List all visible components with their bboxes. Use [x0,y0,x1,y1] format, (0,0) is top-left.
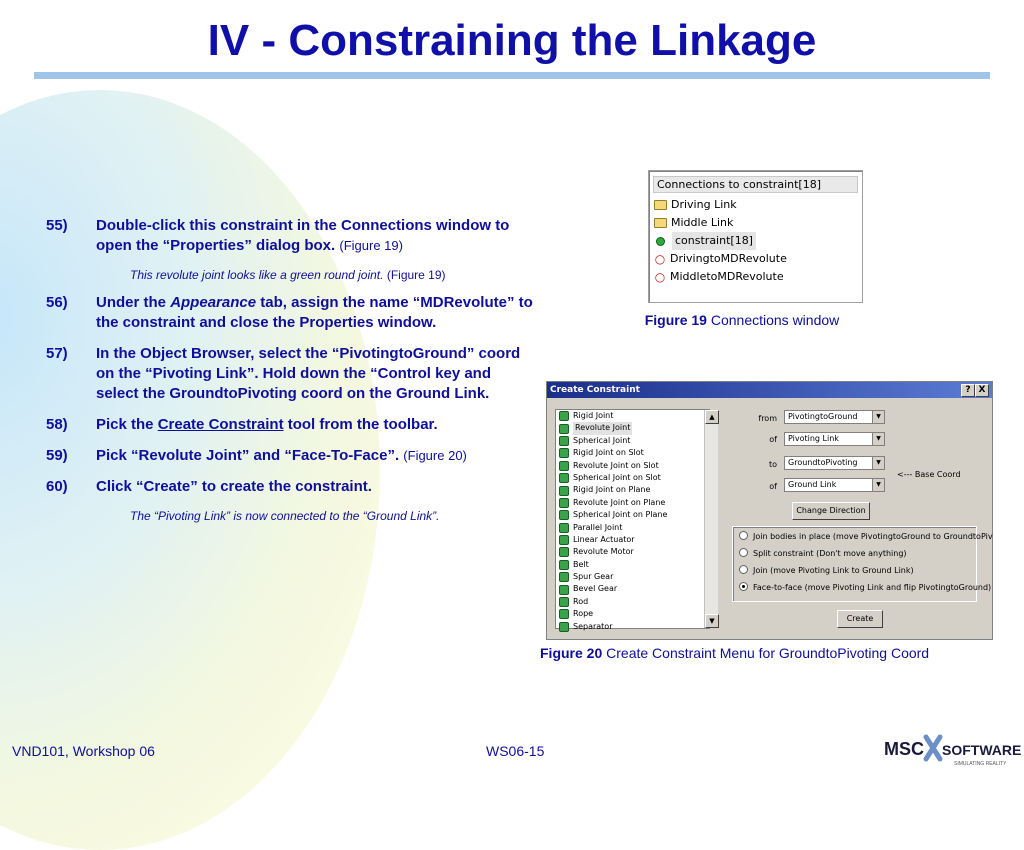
radio-label: Join (move Pivoting Link to Ground Link) [753,566,914,575]
help-button[interactable]: ? [961,384,975,397]
joint-type-item[interactable] [556,522,709,534]
joint-type-icon [559,560,569,570]
radio-icon [739,548,748,557]
scroll-down-icon[interactable]: ▼ [705,614,719,628]
joint-type-item[interactable] [556,460,709,472]
joint-type-icon [559,486,569,496]
joint-type-item[interactable] [556,559,709,571]
joint-type-label: Spherical Joint on Plane [573,510,668,520]
logo-text-msc: MSC [884,739,924,759]
joint-type-item[interactable] [556,422,709,434]
coord-joint-icon: ○ [654,270,666,284]
from-combo[interactable] [784,410,885,424]
joint-type-label: Rigid Joint on Plane [573,485,651,495]
joint-type-label: Separator [573,621,613,631]
to-label: to [768,460,777,469]
figure-ref: (Figure 19) [339,238,403,253]
step-text-post: tool from the toolbar. [283,416,438,433]
connection-label: constraint[18] [672,232,756,250]
joint-type-label: Revolute Joint on Plane [573,497,666,507]
joint-type-label: Spherical Joint on Slot [573,472,661,482]
connection-item[interactable] [654,268,862,286]
joint-type-item[interactable] [556,497,709,509]
joint-type-list[interactable] [555,409,715,631]
joint-type-icon [559,622,569,632]
step-number: 55) [46,217,68,234]
step-note [46,265,536,285]
note-text: The “Pivoting Link” is now connected to the “Ground Link”. [130,509,440,523]
radio-icon [739,531,748,540]
joint-type-icon [559,448,569,458]
joint-type-item[interactable] [556,546,709,558]
list-scrollbar[interactable] [704,410,718,628]
step-text-emphasis: Appearance [170,294,257,311]
joint-type-icon [559,461,569,471]
joint-type-icon [559,597,569,607]
joint-type-item[interactable] [556,571,709,583]
joint-type-item[interactable] [556,583,709,595]
step-text-pre: Pick the [96,416,158,433]
joint-type-icon [559,411,569,421]
step-number: 57) [46,345,68,362]
title-underline [34,72,990,79]
joint-type-label: Parallel Joint [573,522,623,532]
join-options-group [732,526,993,602]
radio-icon [739,565,748,574]
step-56 [46,293,536,333]
connection-label: Middle Link [671,216,734,229]
base-coord-note: <--- Base Coord [897,470,961,479]
connection-label: Driving Link [671,198,737,211]
joint-type-label: Spur Gear [573,572,614,582]
joint-type-label: Bevel Gear [573,584,618,594]
step-55 [46,216,536,256]
footer-page-number: WS06-15 [486,743,545,759]
revolute-joint-icon [656,237,665,246]
step-note [46,506,536,526]
joint-type-item[interactable] [556,509,709,521]
connections-header: Connections to constraint[18] [653,176,858,193]
joint-type-icon [559,510,569,520]
step-number: 56) [46,294,68,311]
joint-type-item[interactable] [556,608,709,620]
slide-title: IV - Constraining the Linkage [207,16,817,65]
caption-text: Create Constraint Menu for GroundtoPivoting Coord [606,645,930,661]
step-text-pre: Under the [96,294,171,311]
close-button[interactable]: X [975,384,989,397]
dialog-titlebar [547,382,992,398]
dialog-title: Create Constraint [550,385,640,395]
step-number: 59) [46,447,68,464]
connection-item[interactable] [654,232,862,250]
radio-label: Split constraint (Don't move anything) [753,549,907,558]
joint-type-label: Rope [573,609,594,619]
coord-joint-icon: ○ [654,252,666,266]
joint-type-item[interactable] [556,410,709,422]
figure-ref: (Figure 19) [386,268,446,282]
joint-type-icon [559,436,569,446]
from-label: from [758,414,777,423]
radio-label: Face-to-face (move Pivoting Link and flip PivotingtoGround) [753,583,992,592]
step-text: Pick “Revolute Joint” and “Face-To-Face”. [96,447,400,464]
radio-join-move[interactable] [739,565,971,577]
logo-tagline: SIMULATING REALITY [954,761,1007,767]
footer-course: VND101, Workshop 06 [12,743,155,759]
joint-type-label: Revolute Joint on Slot [573,460,659,470]
step-57 [46,344,536,404]
chevron-down-icon: ▼ [872,479,884,491]
combo-value: PivotingtoGround [788,412,858,421]
folder-icon [654,200,667,210]
caption-label: Figure 19 [644,312,707,328]
figure-ref: (Figure 20) [403,448,467,463]
joint-type-item[interactable] [556,534,709,546]
joint-type-label: Rigid Joint [573,411,614,420]
figure20-caption [540,645,1020,661]
connections-window [648,170,863,303]
figure19-caption [642,312,842,328]
chevron-down-icon: ▼ [872,457,884,469]
joint-type-label: Revolute Motor [573,547,634,557]
combo-value: Pivoting Link [788,434,839,443]
joint-type-item[interactable] [556,472,709,484]
step-60 [46,477,536,497]
radio-selected-icon [739,582,748,591]
joint-type-label: Linear Actuator [573,534,635,544]
chevron-down-icon: ▼ [872,433,884,445]
logo-text-software: SOFTWARE [942,742,1022,758]
combo-value: GroundtoPivoting [788,458,858,467]
step-text-post: tab, assign the name “MDRevolute” to the constraint and close the Properties window. [96,294,533,331]
of-label: of [769,435,777,444]
step-number: 60) [46,478,68,495]
joint-type-icon [559,535,569,545]
joint-type-label: Belt [573,559,589,569]
joint-type-icon [559,473,569,483]
step-text: Click “Create” to create the constraint. [96,478,372,495]
joint-type-icon [559,523,569,533]
connection-item[interactable] [654,214,862,232]
step-59 [46,446,536,466]
of-label: of [769,482,777,491]
joint-type-item[interactable] [556,621,709,633]
joint-type-icon [559,547,569,557]
joint-type-label: Rigid Joint on Slot [573,448,644,458]
create-constraint-dialog [546,381,993,640]
step-58 [46,415,536,435]
joint-type-icon [559,424,569,434]
caption-text: Connections window [710,312,840,328]
step-text: Double-click this constraint in the Connections window to open the “Properties” dialog box. [96,217,510,254]
joint-type-label: Spherical Joint [573,435,631,445]
step-number: 58) [46,416,68,433]
step-text: In the Object Browser, select the “PivotingtoGround” coord on the “Pivoting Link”. Hold down the “Control key and select the GroundtoPivoting coord on the Ground Link. [96,345,521,402]
joint-type-label: Rod [573,596,589,606]
joint-type-icon [559,585,569,595]
joint-type-item[interactable] [556,484,709,496]
joint-items [556,410,709,633]
joint-type-label: Revolute Joint [573,422,632,434]
combo-value: Ground Link [788,480,837,489]
radio-face-to-face[interactable] [739,582,992,594]
radio-join-in-place[interactable] [739,531,993,543]
of-ground-combo[interactable] [784,478,885,492]
joint-type-item[interactable] [556,435,709,447]
joint-type-icon [559,498,569,508]
msc-software-logo [882,733,1022,767]
chevron-down-icon: ▼ [872,411,884,423]
radio-split-constraint[interactable] [739,548,971,560]
logo-x-mark [926,737,940,759]
connection-item[interactable] [654,196,862,214]
joint-type-item[interactable] [556,596,709,608]
connection-item[interactable] [654,250,862,268]
create-button[interactable]: Create [837,610,883,628]
scroll-up-icon[interactable]: ▲ [705,410,719,424]
joint-type-icon [559,609,569,619]
joint-type-item[interactable] [556,447,709,459]
create-constraint-link[interactable]: Create Constraint [157,416,284,433]
caption-label: Figure 20 [540,645,603,661]
connection-label: MiddletoMDRevolute [670,270,784,283]
note-text: This revolute joint looks like a green round joint. [130,268,384,282]
to-combo[interactable] [784,456,885,470]
of-body-combo[interactable] [784,432,885,446]
connection-label: DrivingtoMDRevolute [670,252,787,265]
joint-type-icon [559,572,569,582]
folder-icon [654,218,667,228]
radio-label: Join bodies in place (move PivotingtoGround to GroundtoPiv [753,532,993,541]
instruction-list [46,216,536,534]
change-direction-button[interactable]: Change Direction [792,502,870,520]
